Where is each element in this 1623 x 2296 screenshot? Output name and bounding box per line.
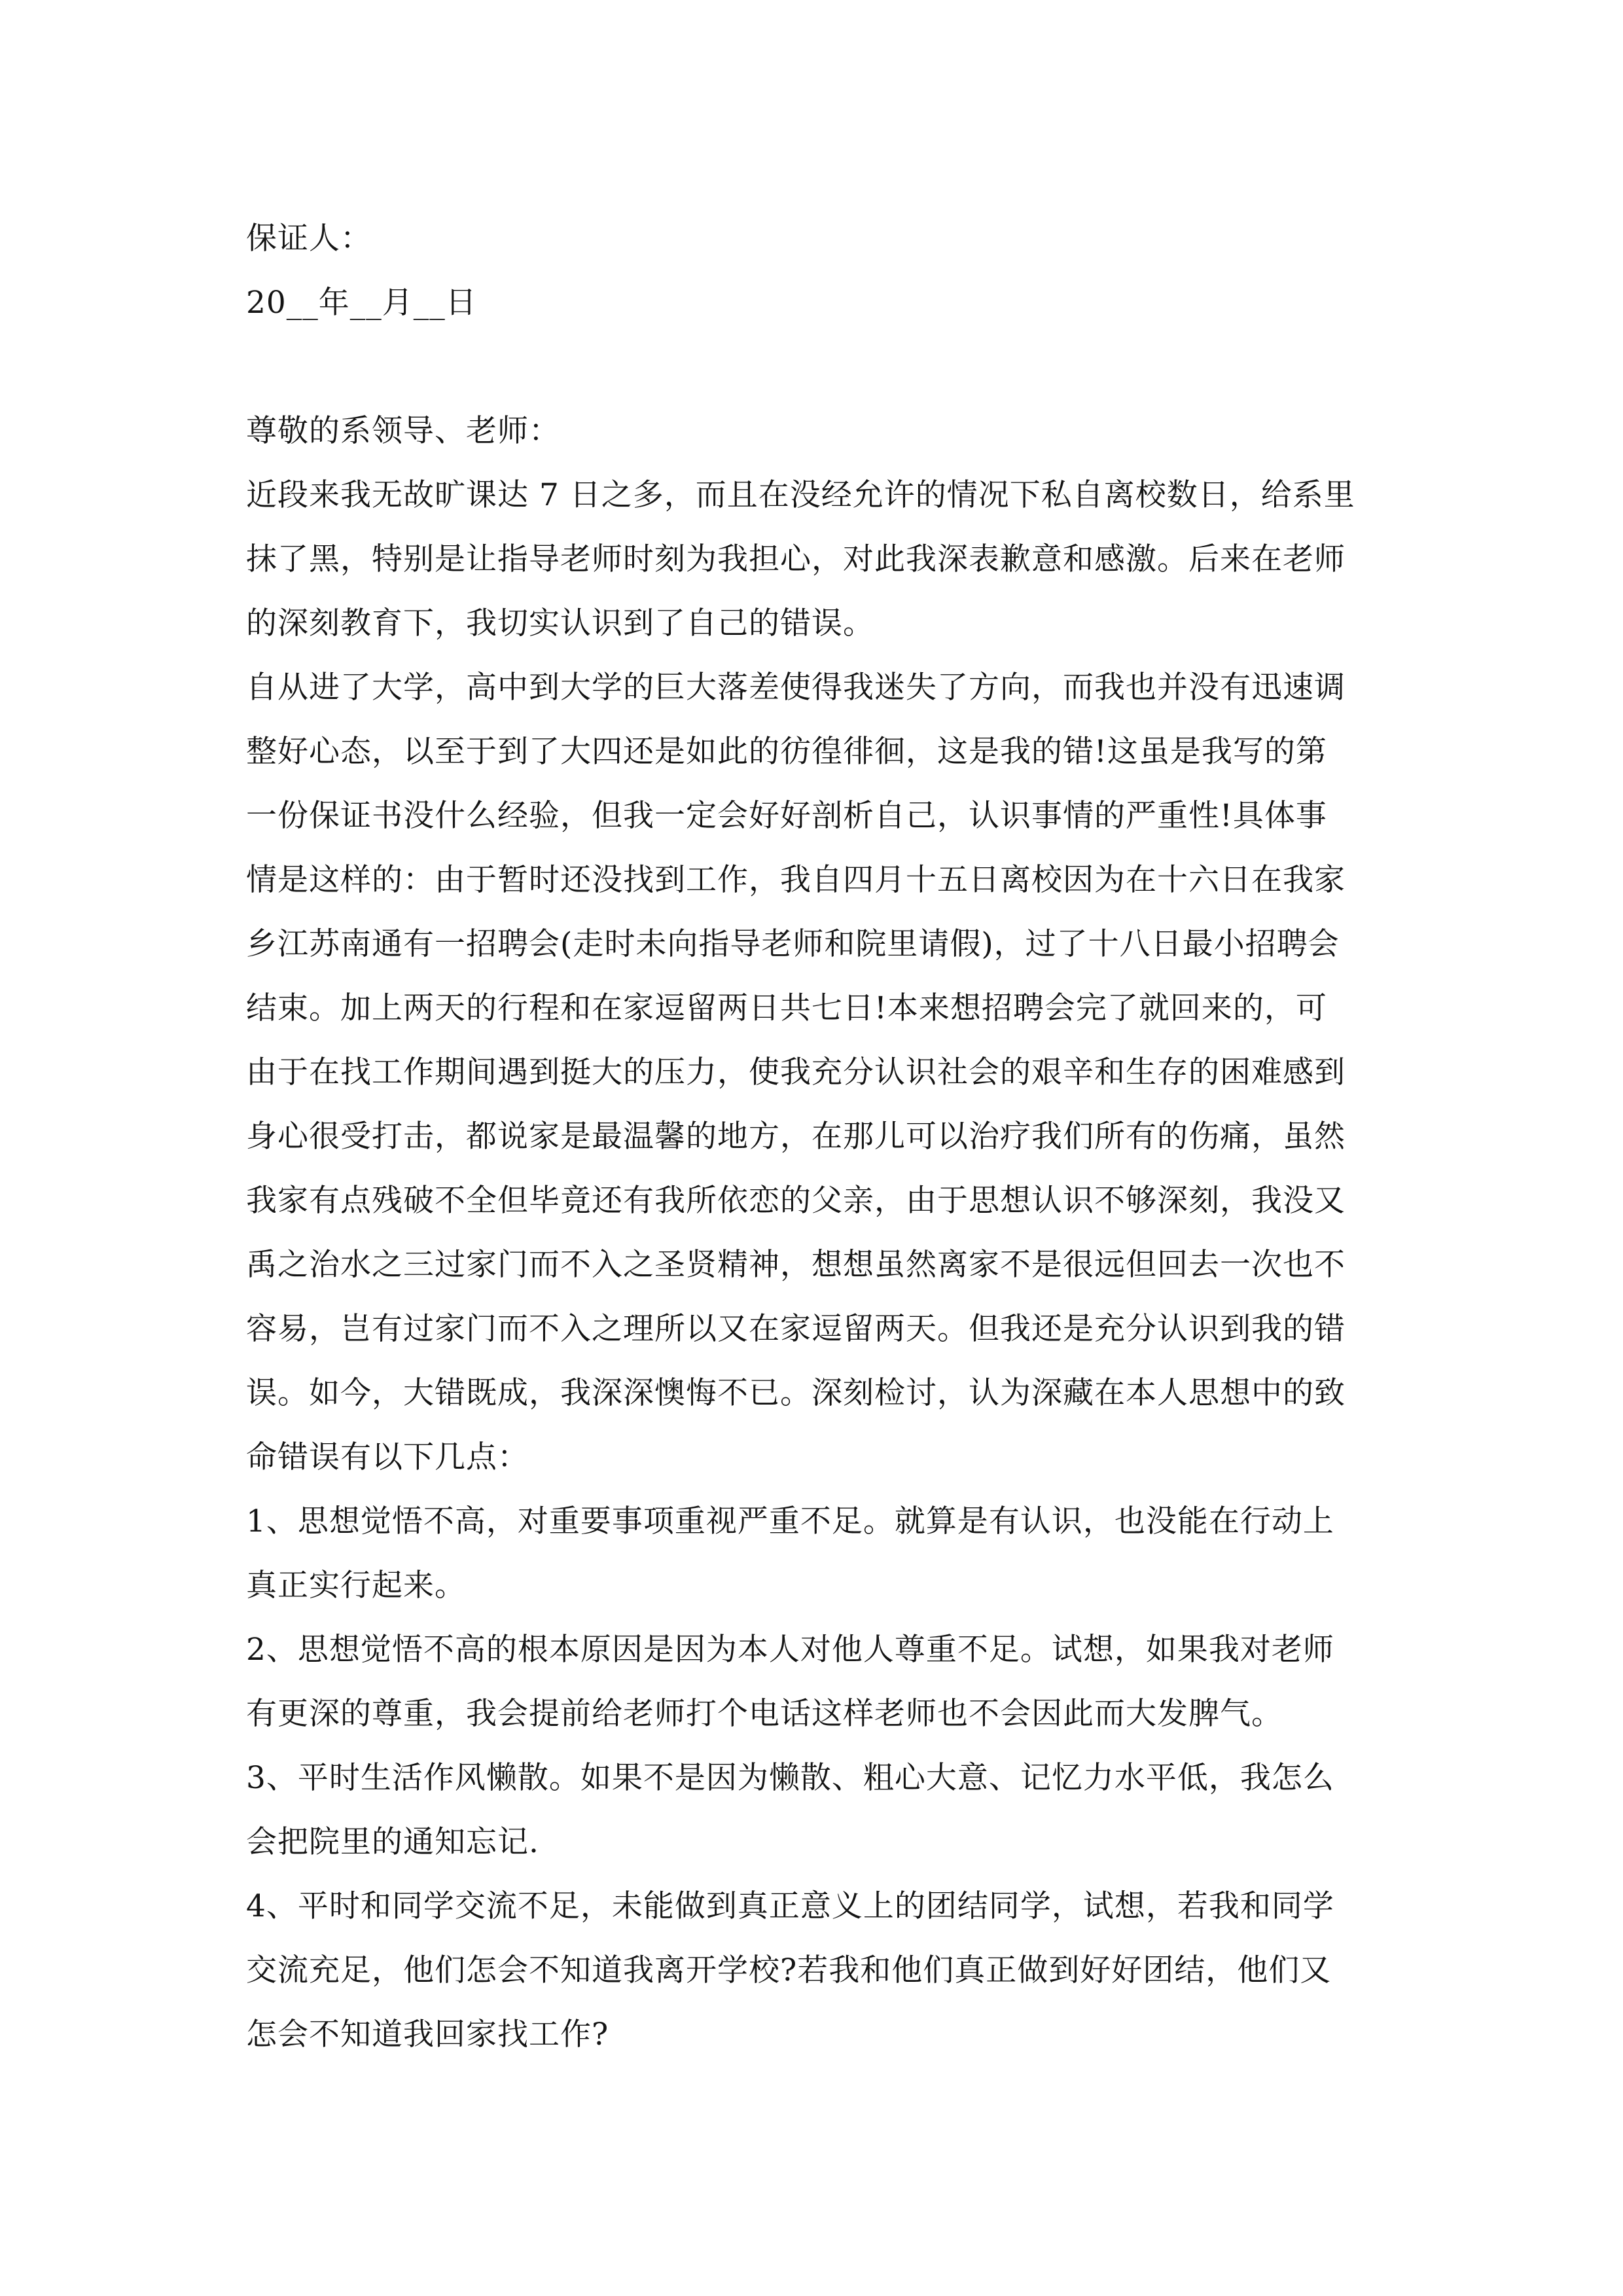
list-item-1 <box>246 1490 1378 1618</box>
text-line: 命错误有以下几点： <box>246 1439 529 1475</box>
date-line: 20__年__月__日 <box>246 285 477 321</box>
text-line: 情是这样的：由于暂时还没找到工作，我自四月十五日离校因为在十六日在我家 <box>246 862 1346 898</box>
text-line: 容易，岂有过家门而不入之理所以又在家逗留两天。但我还是充分认识到我的错 <box>246 1311 1346 1347</box>
text-line: 乡江苏南通有一招聘会(走时未向指导老师和院里请假)，过了十八日最小招聘会 <box>246 926 1340 962</box>
text-line: 的深刻教育下，我切实认识到了自己的错误。 <box>246 605 874 641</box>
letter <box>246 399 1378 2067</box>
salutation: 尊敬的系领导、老师： <box>246 413 560 449</box>
text-line: 身心很受打击，都说家是最温馨的地方，在那儿可以治疗我们所有的伤痛，虽然 <box>246 1119 1346 1155</box>
text-line: 误。如今，大错既成，我深深懊悔不已。深刻检讨，认为深藏在本人思想中的致 <box>246 1375 1346 1411</box>
text-line: 抹了黑，特别是让指导老师时刻为我担心，对此我深表歉意和感激。后来在老师 <box>246 541 1346 577</box>
text-line: 自从进了大学，高中到大学的巨大落差使得我迷失了方向，而我也并没有迅速调 <box>246 670 1346 706</box>
text-line: 2、思想觉悟不高的根本原因是因为本人对他人尊重不足。试想，如果我对老师 <box>246 1632 1334 1668</box>
list-item-4 <box>246 1874 1378 2067</box>
text-line: 一份保证书没什么经验，但我一定会好好剖析自己，认识事情的严重性!具体事 <box>246 798 1327 834</box>
text-line: 4、平时和同学交流不足，未能做到真正意义上的团结同学，试想，若我和同学 <box>246 1888 1334 1924</box>
signature-block <box>246 207 1378 335</box>
text-line: 整好心态，以至于到了大四还是如此的彷徨徘徊，这是我的错!这虽是我写的第 <box>246 734 1327 770</box>
text-line: 交流充足，他们怎会不知道我离开学校?若我和他们真正做到好好团结，他们又 <box>246 1952 1332 1988</box>
text-line: 真正实行起来。 <box>246 1568 466 1604</box>
document-body <box>246 207 1378 2067</box>
list-item-2 <box>246 1618 1378 1746</box>
paragraph-explanation <box>246 656 1378 1490</box>
text-line: 近段来我无故旷课达 7 日之多，而且在没经允许的情况下私自离校数日，给系里 <box>246 477 1355 513</box>
guarantor-label: 保证人： <box>246 221 372 257</box>
text-line: 我家有点残破不全但毕竟还有我所依恋的父亲，由于思想认识不够深刻，我没又 <box>246 1183 1346 1219</box>
text-line: 怎会不知道我回家找工作? <box>246 2017 609 2053</box>
text-line: 会把院里的通知忘记. <box>246 1824 539 1860</box>
text-line: 3、平时生活作风懒散。如果不是因为懒散、粗心大意、记忆力水平低，我怎么 <box>246 1760 1334 1796</box>
list-item-3 <box>246 1746 1378 1874</box>
text-line: 1、思想觉悟不高，对重要事项重视严重不足。就算是有认识，也没能在行动上 <box>246 1503 1334 1539</box>
text-line: 有更深的尊重，我会提前给老师打个电话这样老师也不会因此而大发脾气。 <box>246 1696 1283 1732</box>
section-spacer <box>246 335 1378 399</box>
text-line: 由于在找工作期间遇到挺大的压力，使我充分认识社会的艰辛和生存的困难感到 <box>246 1054 1346 1090</box>
paragraph-incident <box>246 463 1378 656</box>
text-line: 结束。加上两天的行程和在家逗留两日共七日!本来想招聘会完了就回来的，可 <box>246 990 1327 1026</box>
text-line: 禹之治水之三过家门而不入之圣贤精神，想想虽然离家不是很远但回去一次也不 <box>246 1247 1346 1283</box>
